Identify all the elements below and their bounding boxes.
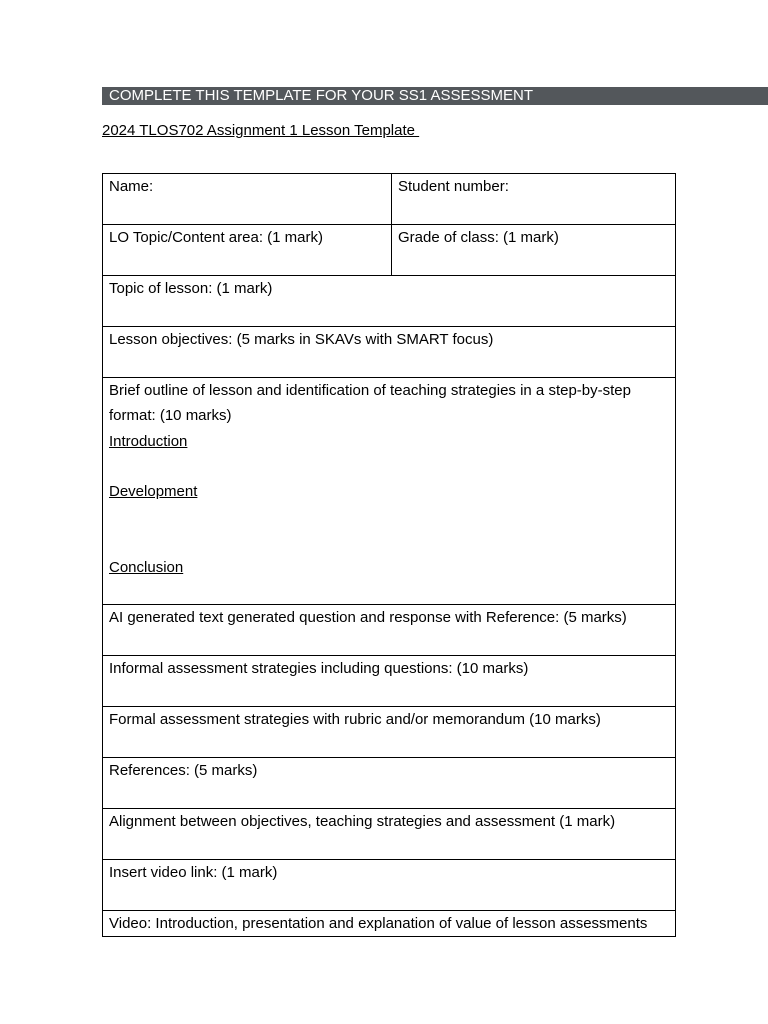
grade-cell[interactable] (392, 225, 676, 276)
topic-cell[interactable] (103, 276, 676, 327)
table-row (103, 174, 676, 225)
topic-label: Topic of lesson: (1 mark) (109, 280, 273, 297)
student-number-cell[interactable] (392, 174, 676, 225)
table-row (103, 327, 676, 378)
ai-label: AI generated text generated question and response with Reference: (5 marks) (109, 609, 627, 626)
table-row (103, 707, 676, 758)
video-cell[interactable] (103, 911, 676, 937)
table-row (103, 378, 676, 605)
student-number-label: Student number: (398, 178, 509, 195)
formal-assessment-cell[interactable] (103, 707, 676, 758)
lesson-template-table (102, 173, 676, 937)
video-link-cell[interactable] (103, 860, 676, 911)
table-row (103, 911, 676, 937)
conclusion-heading: Conclusion (109, 559, 184, 577)
alignment-label: Alignment between objectives, teaching strategies and assessment (1 mark) (109, 813, 616, 830)
lo-topic-cell[interactable] (103, 225, 392, 276)
lo-topic-label: LO Topic/Content area: (1 mark) (109, 229, 323, 246)
video-link-label: Insert video link: (1 mark) (109, 864, 278, 881)
video-label: Video: Introduction, presentation and explanation of value of lesson assessments (109, 915, 648, 932)
name-cell[interactable] (103, 174, 392, 225)
alignment-cell[interactable] (103, 809, 676, 860)
name-label: Name: (109, 178, 154, 195)
ai-cell[interactable] (103, 605, 676, 656)
objectives-cell[interactable] (103, 327, 676, 378)
table-row (103, 758, 676, 809)
document-title: 2024 TLOS702 Assignment 1 Lesson Template (102, 122, 420, 139)
objectives-label: Lesson objectives: (5 marks in SKAVs with SMART focus) (109, 331, 494, 348)
table-row (103, 656, 676, 707)
introduction-heading: Introduction (109, 432, 188, 450)
references-cell[interactable] (103, 758, 676, 809)
references-label: References: (5 marks) (109, 762, 258, 779)
table-row (103, 276, 676, 327)
grade-label: Grade of class: (1 mark) (398, 229, 559, 246)
table-row (103, 809, 676, 860)
instruction-banner: COMPLETE THIS TEMPLATE FOR YOUR SS1 ASSESSMENT (102, 87, 768, 105)
table-row (103, 860, 676, 911)
formal-assessment-label: Formal assessment strategies with rubric and/or memorandum (10 marks) (109, 711, 601, 728)
informal-assessment-label: Informal assessment strategies including questions: (10 marks) (109, 660, 529, 677)
development-heading: Development (109, 483, 198, 501)
table-row (103, 225, 676, 276)
informal-assessment-cell[interactable] (103, 656, 676, 707)
outline-label: Brief outline of lesson and identification of teaching strategies in a step-by-step format: (10 marks) (109, 382, 631, 425)
table-row (103, 605, 676, 656)
outline-cell[interactable] (103, 378, 676, 605)
